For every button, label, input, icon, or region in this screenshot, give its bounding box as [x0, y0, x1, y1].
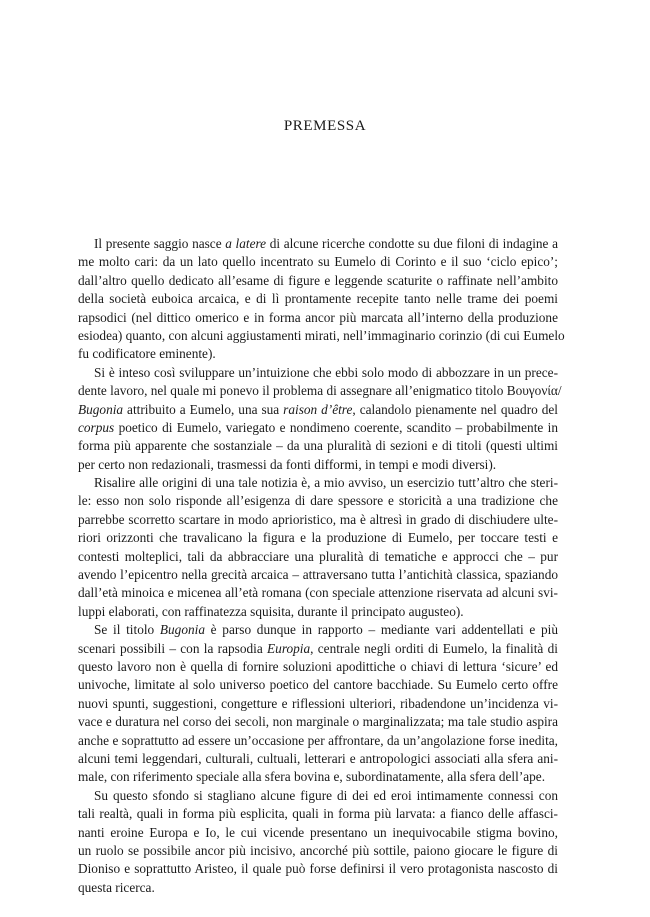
text-line	[78, 345, 558, 363]
text-run: riori orizzonti che travalicano la figura e la produzione di Eumelo, per toccare testi e	[78, 530, 558, 546]
body-text	[78, 235, 565, 897]
text-run: univoche, limitate al solo universo poetico del cantore bacchiade. Su Eumelo certo offre	[78, 677, 558, 693]
italic-text: Bugonia	[78, 401, 124, 417]
italic-text: Bugonia	[159, 622, 205, 638]
text-line	[78, 658, 558, 676]
text-line	[78, 860, 558, 878]
text-line	[78, 566, 558, 584]
paragraph	[78, 474, 558, 621]
paragraph	[78, 787, 558, 897]
text-line	[78, 750, 558, 768]
text-line	[78, 511, 558, 529]
italic-text: raison d’être	[283, 401, 353, 417]
text-run: Su questo sfondo si stagliano alcune figure di dei ed eroi intimamente connessi con	[94, 787, 558, 803]
text-line	[78, 695, 558, 713]
text-run: dall’altro quello dedicato all’esame di figure e leggende scaturite o raffinate nell’ambito	[78, 272, 558, 288]
text-line	[78, 364, 558, 382]
text-run: vace e duratura nel corso dei secoli, non marginale o marginalizzata; ma tale studio aspira	[78, 714, 558, 730]
text-line	[78, 456, 558, 474]
text-line	[78, 768, 558, 786]
text-line	[78, 548, 558, 566]
text-run: forma più apparente che sostanziale – da una pluralità di sezioni e di titoli (questi ultimi	[78, 438, 558, 454]
text-run: un ruolo se possibile ancor più incisivo, ancorché più sottile, paiono giocare le figure di	[78, 842, 558, 858]
text-line	[78, 640, 558, 658]
text-line	[78, 732, 558, 750]
text-line	[78, 309, 558, 327]
text-line	[78, 879, 558, 897]
text-run: luppi elaborati, con raffinatezza squisita, durante il principato augusteo).	[78, 603, 464, 619]
text-run: , centrale negli orditi di Eumelo, la finalità di	[310, 640, 558, 656]
text-run: fu codificatore eminente).	[78, 346, 216, 362]
text-run: dente lavoro, nel quale mi ponevo il problema di assegnare all’enigmatico titolo Βουγονία/	[78, 383, 562, 399]
text-run: tali realtà, quali in forma più esplicita, quali in forma più larvata: a fianco delle affasci-	[78, 806, 558, 822]
text-run: contesti molteplici, tali da abbracciare una pluralità di tematiche e approcci che – pur	[78, 548, 558, 564]
text-run: dall’età minoica e micenea all’età romana (con speciale attenzione riservata ad alcuni svi-	[78, 585, 558, 601]
paragraph	[78, 364, 562, 474]
text-line	[78, 621, 558, 639]
text-line	[78, 713, 558, 731]
text-run: alcuni temi leggendari, culturali, cultuali, letterari e antropologici associati alla sfera ani-	[78, 750, 558, 766]
text-line	[78, 419, 558, 437]
text-line	[78, 290, 558, 308]
text-run: parrebbe scorretto scartare in modo aprioristico, ma è altresì in grado di dischiudere ulte-	[78, 511, 558, 527]
text-run: me molto cari: da un lato quello incentrato su Eumelo di Corinto e il suo ‘ciclo epico’;	[78, 254, 558, 270]
paragraph	[78, 621, 558, 787]
text-line	[78, 603, 558, 621]
text-run: nuovi spunti, suggestioni, congetture e riflessioni ulteriori, ribadendone un’incidenza vi-	[78, 695, 558, 711]
text-line	[78, 253, 558, 271]
text-run: scenari possibili – con la rapsodia	[78, 640, 268, 656]
text-run: le: esso non solo risponde all’esigenza di dare spessore e storicità a una tradizione che	[78, 493, 558, 509]
text-run: di alcune ricerche condotte su due filoni di indagine a	[266, 236, 559, 251]
text-run: Risalire alle origini di una tale notizia è, a mio avviso, un esercizio tutt’altro che steri-	[94, 475, 558, 491]
text-line	[78, 824, 558, 842]
text-run: attribuito a Eumelo, una sua	[123, 401, 284, 417]
text-run: avendo l’epicentro nella grecità arcaica – attraversano tutta l’antichità classica, spaziando	[78, 567, 558, 583]
text-line	[78, 529, 558, 547]
paragraph	[78, 235, 565, 364]
text-line	[78, 235, 558, 253]
text-line	[78, 327, 565, 345]
text-run: per certo non redazionali, trasmessi da fonti difformi, in tempi e modi diversi).	[78, 456, 497, 472]
text-line	[78, 805, 558, 823]
italic-text: a latere	[225, 236, 267, 251]
text-line	[78, 401, 558, 419]
text-line	[78, 382, 562, 400]
text-line	[78, 474, 558, 492]
text-run: anche e soprattutto ad essere un’occasione per affrontare, da un’angolazione forse inedita,	[78, 732, 558, 748]
text-run: questo lavoro non è quella di fornire soluzioni apodittiche o chiavi di lettura ‘sicure’ ed	[78, 658, 558, 674]
text-run: , calandolo pienamente nel quadro del	[352, 401, 558, 417]
text-run: male, con riferimento speciale alla sfera bovina e, subordinatamente, alla sfera dell’ape.	[78, 769, 546, 785]
text-run: nanti eroine Europa e Io, le cui vicende presentano un inequivocabile stigma bovino,	[78, 824, 558, 840]
text-run: Il presente saggio nasce	[94, 236, 226, 251]
text-run: Si è inteso così sviluppare un’intuizione che ebbi solo modo di abbozzare in un prece-	[94, 364, 558, 380]
text-run: Dioniso e soprattutto Aristeo, il quale può forse definirsi il vero protagonista nascosto di	[78, 861, 558, 877]
text-run: è parso dunque in rapporto – mediante vari addentellati e più	[204, 622, 559, 638]
text-run: poetico di Eumelo, variegato e nondimeno coerente, scandito – probabilmente in	[114, 419, 558, 435]
italic-text: Europia	[267, 640, 311, 656]
text-run: della società euboica arcaica, e di lì prontamente recepite tanto nelle trame dei poemi	[78, 291, 558, 307]
text-line	[78, 272, 558, 290]
text-run: questa ricerca.	[78, 879, 155, 895]
text-run: Se il titolo	[94, 622, 160, 638]
page-title: PREMESSA	[283, 118, 367, 134]
text-line	[78, 584, 558, 602]
text-line	[78, 842, 558, 860]
text-run: esiodea) quanto, con alcuni aggiustamenti mirati, nell’immaginario corinzio (di cui Eumelo	[78, 327, 565, 343]
text-line	[78, 437, 558, 455]
italic-text: corpus	[78, 419, 115, 435]
text-line	[78, 492, 558, 510]
text-line	[78, 787, 558, 805]
text-run: rapsodici (nel dittico omerico e in forma ancor più marcata all’interno della produzione	[78, 309, 558, 325]
text-line	[78, 676, 558, 694]
